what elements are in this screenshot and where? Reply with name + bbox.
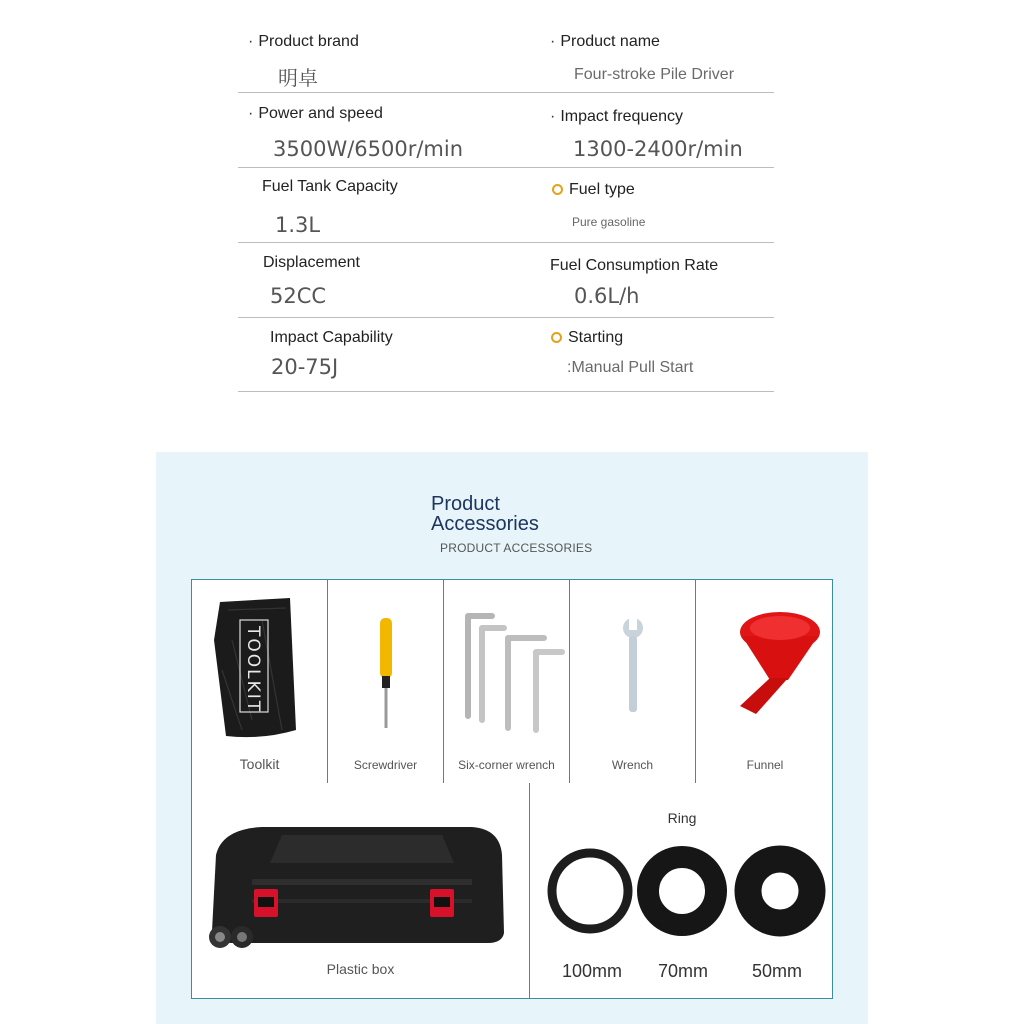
accessory-label: Screwdriver <box>353 758 418 772</box>
spec-value: Pure gasoline <box>572 215 646 229</box>
svg-text:TOOLKIT: TOOLKIT <box>243 626 263 714</box>
accessories-grid-bottom <box>191 783 833 999</box>
accessories-title: Product Accessories <box>431 493 539 535</box>
ring-title: Ring <box>667 810 697 826</box>
spec-cell-power-speed <box>238 93 538 167</box>
spec-label: Fuel Tank Capacity <box>262 178 398 195</box>
accessory-label: Funnel <box>746 758 784 772</box>
accessories-panel <box>156 452 868 1024</box>
spec-label: Power and speed <box>258 105 383 122</box>
spec-value: 52CC <box>270 284 327 308</box>
spec-cell-starting <box>548 318 774 391</box>
accessory-hex-key <box>444 580 570 783</box>
spec-value: 1.3L <box>275 213 321 237</box>
spec-table <box>238 20 774 392</box>
accessories-subtitle: PRODUCT ACCESSORIES <box>440 541 593 555</box>
accessory-rings <box>530 783 834 998</box>
ring-size-label: 100mm <box>562 961 623 981</box>
spec-row <box>238 93 774 168</box>
accessory-screwdriver <box>328 580 444 783</box>
funnel-icon <box>696 580 834 785</box>
spec-cell-displacement <box>238 243 538 317</box>
spec-label: Fuel type <box>569 181 635 198</box>
dot-bullet: · <box>248 105 254 122</box>
spec-label: Product name <box>560 33 660 50</box>
spec-cell-impact-frequency <box>548 93 774 167</box>
ring-size-label: 50mm <box>752 961 803 981</box>
spec-label: Fuel Consumption Rate <box>550 257 719 274</box>
spec-cell-product-brand <box>238 20 538 92</box>
accessory-label: Six-corner wrench <box>458 758 555 772</box>
spec-value: 3500W/6500r/min <box>273 137 464 161</box>
spec-label: Starting <box>568 329 624 346</box>
toolkit-bag-icon <box>192 580 328 785</box>
spec-cell-fuel-consumption <box>548 243 774 317</box>
spec-label: Product brand <box>258 33 359 50</box>
spec-cell-impact-capability <box>238 318 538 391</box>
spec-row <box>238 318 774 392</box>
hex-key-icon <box>444 580 570 785</box>
accessory-toolkit <box>192 580 328 783</box>
spec-value: 明卓 <box>278 66 318 90</box>
spec-cell-fuel-type <box>548 168 774 242</box>
ring-bullet-icon <box>552 184 563 195</box>
dot-bullet: · <box>550 33 556 50</box>
spec-value: 0.6L/h <box>574 284 640 308</box>
screwdriver-icon <box>328 580 444 785</box>
accessory-wrench <box>570 580 696 783</box>
spec-label: Impact frequency <box>560 108 684 125</box>
dot-bullet: · <box>550 108 556 125</box>
spec-cell-product-name <box>548 20 774 92</box>
spec-value: 1300-2400r/min <box>573 137 743 161</box>
wrench-icon <box>570 580 696 785</box>
spec-value: :Manual Pull Start <box>567 359 694 376</box>
ring-bullet-icon <box>551 332 562 343</box>
spec-row <box>238 168 774 243</box>
spec-cell-fuel-tank <box>238 168 538 242</box>
accessory-plastic-box <box>192 783 530 998</box>
accessory-label: Wrench <box>611 758 654 772</box>
accessory-label: Toolkit <box>239 756 280 772</box>
spec-value: 20-75J <box>271 355 339 379</box>
dot-bullet: · <box>248 33 254 50</box>
accessory-label: Plastic box <box>326 961 395 977</box>
spec-value: Four-stroke Pile Driver <box>574 66 735 83</box>
accessories-grid-top <box>191 579 833 784</box>
spec-label: Impact Capability <box>270 329 393 346</box>
spec-row <box>238 243 774 318</box>
spec-row <box>238 20 774 93</box>
ring-size-label: 70mm <box>658 961 709 981</box>
accessory-funnel <box>696 580 834 783</box>
spec-label: Displacement <box>263 254 360 271</box>
